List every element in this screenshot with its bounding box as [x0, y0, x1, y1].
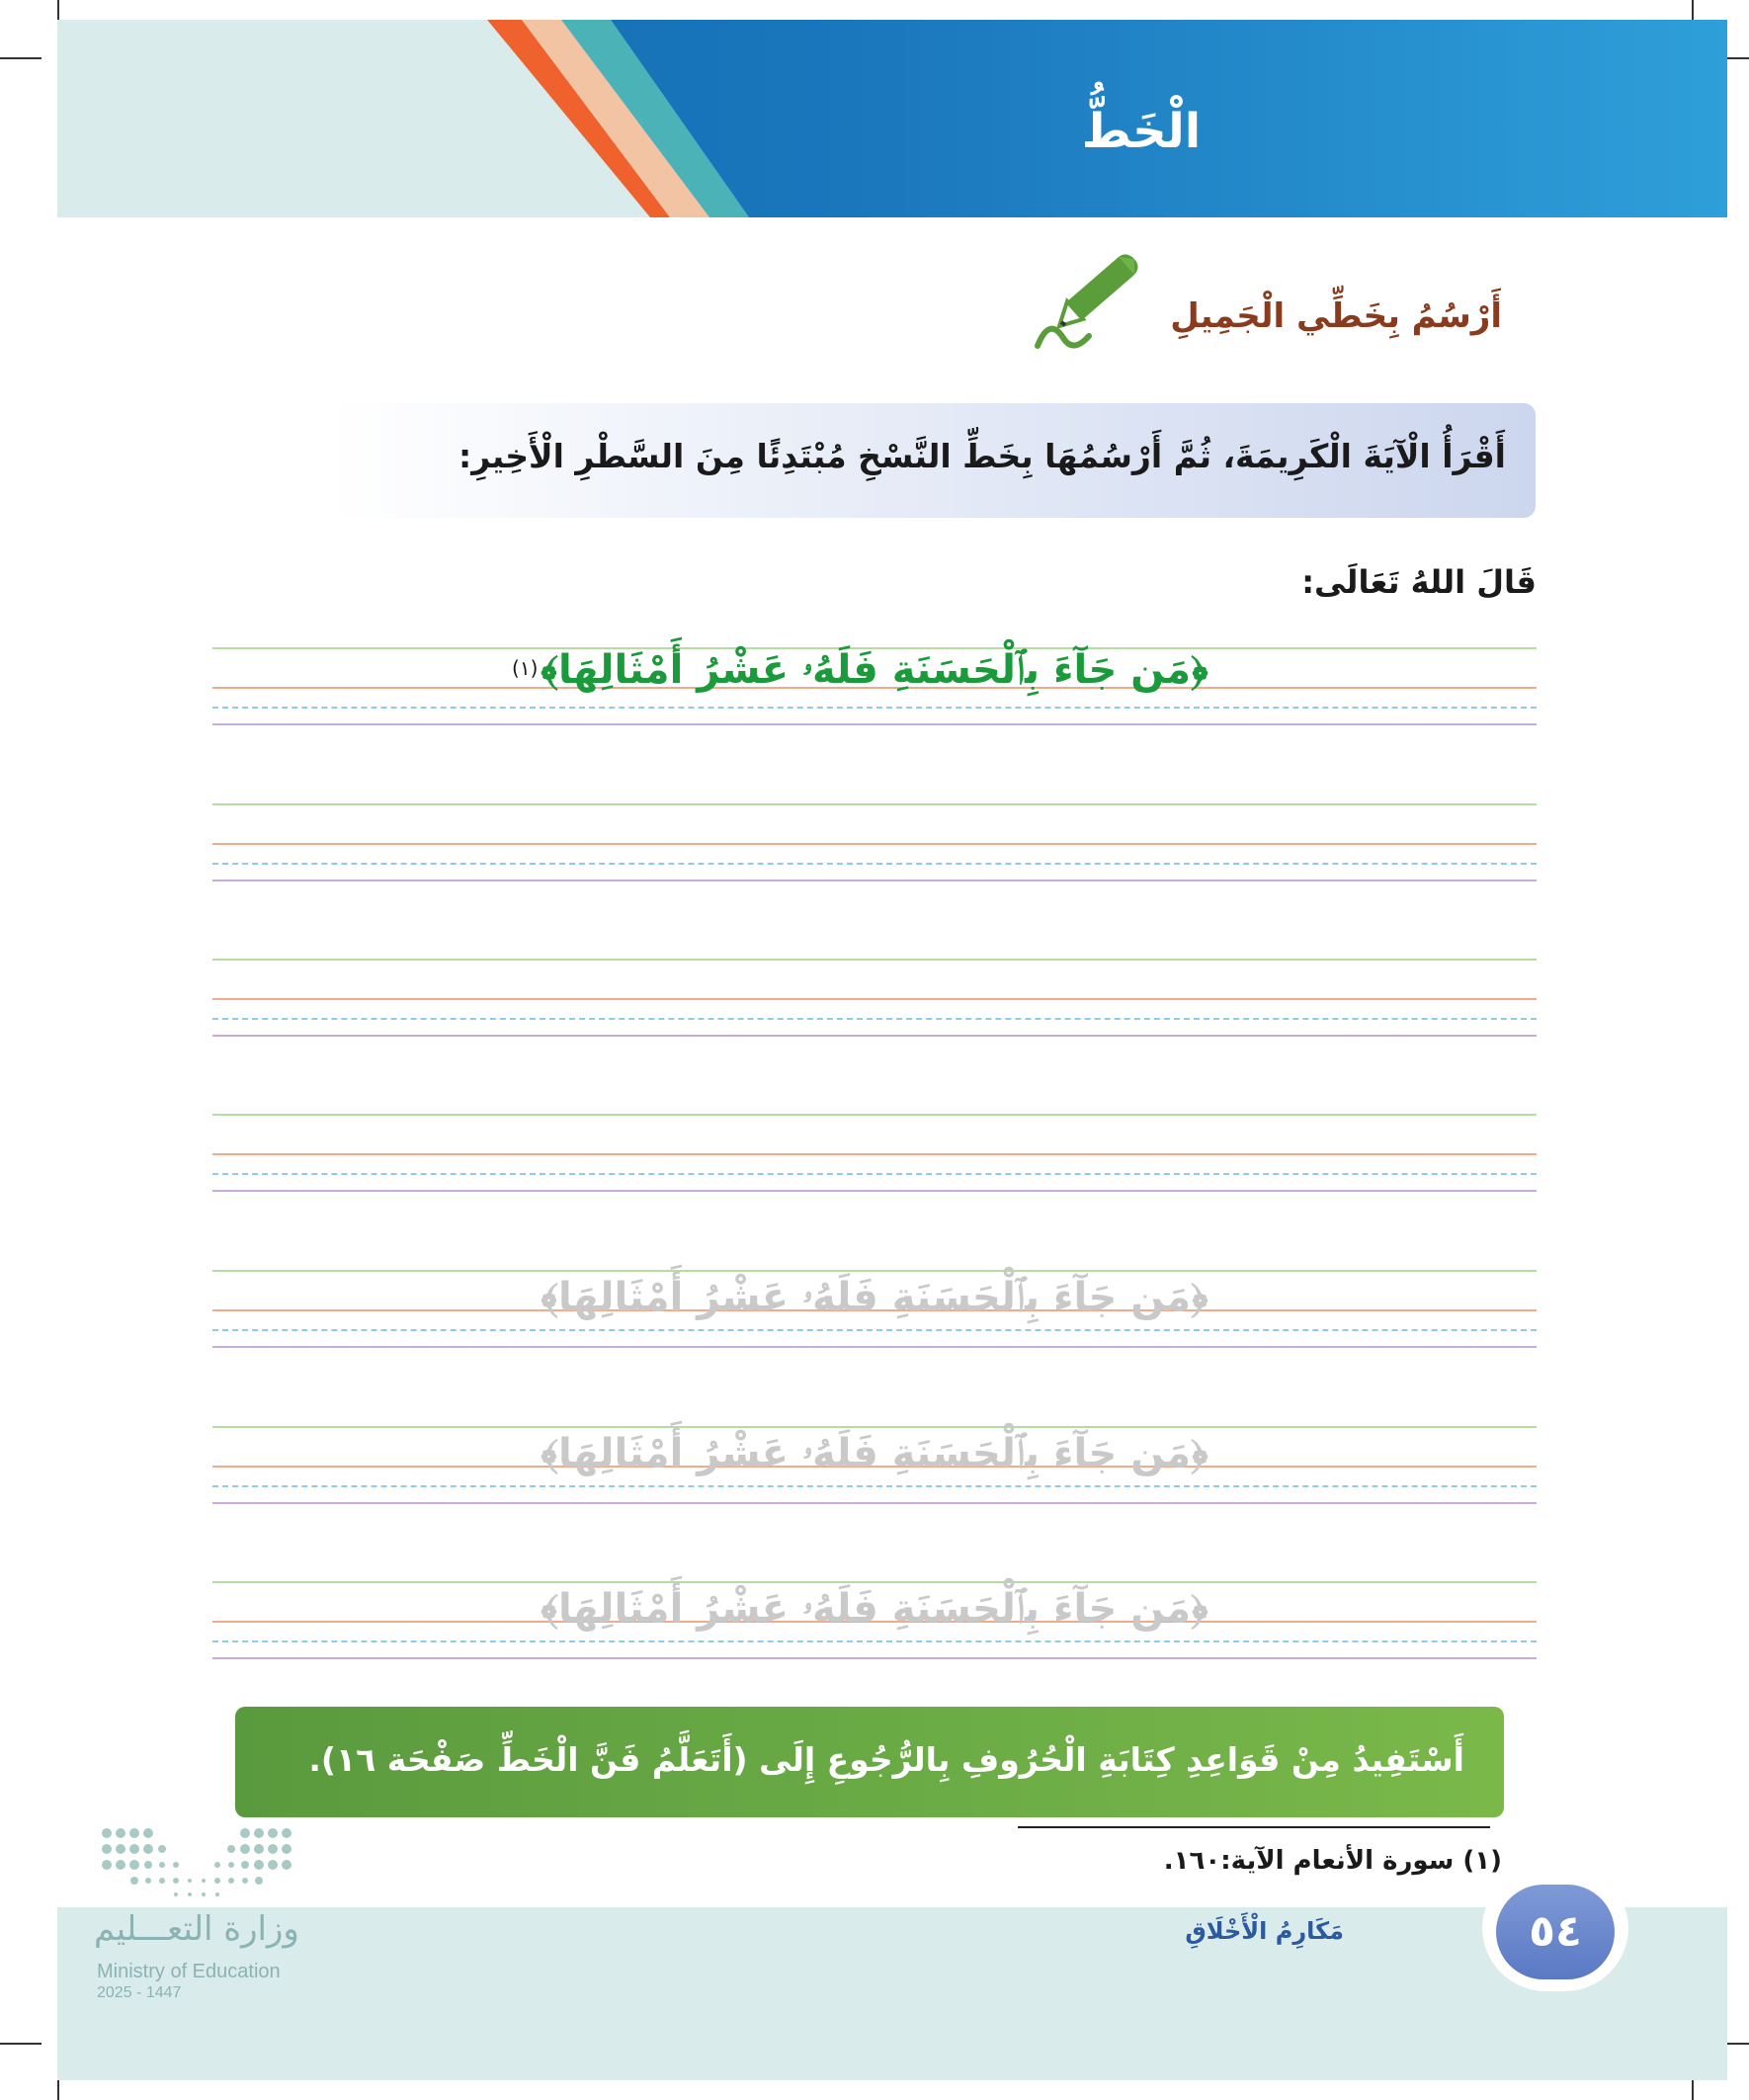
- instruction-box: [332, 403, 1536, 518]
- verse-intro: قَالَ اللهُ تَعَالَى:: [1301, 563, 1537, 601]
- tip-text: أَسْتَفِيدُ مِنْ قَوَاعِدِ كِتَابَةِ الْحُرُوفِ بِالرُّجُوعِ إِلَى (أَتَعَلَّمُ فَنَّ الْخَطِّ صَفْحَة ١٦).: [308, 1740, 1464, 1779]
- page-number: ٥٤: [1496, 1885, 1615, 1979]
- footnote-marker: (١): [512, 656, 539, 680]
- pen-icon: [1028, 247, 1146, 361]
- crop-mark: [0, 57, 42, 59]
- page-number-badge: [1482, 1873, 1628, 1991]
- verse-text: ﴿مَن جَآءَ بِٱلْحَسَنَةِ فَلَهُۥ عَشْرُ أَمْثَالِهَا﴾: [541, 647, 1208, 693]
- verse-trace-line: ﴿مَن جَآءَ بِٱلْحَسَنَةِ فَلَهُۥ عَشْرُ أَمْثَالِهَا﴾: [541, 1275, 1208, 1320]
- crop-mark: [0, 2043, 42, 2045]
- footnote-divider: [1018, 1826, 1490, 1828]
- verse-trace-line: ﴿مَن جَآءَ بِٱلْحَسَنَةِ فَلَهُۥ عَشْرُ أَمْثَالِهَا﴾: [541, 1586, 1208, 1632]
- header-banner: [57, 20, 1727, 217]
- ministry-name-arabic: وزارة التعـــليم: [94, 1909, 299, 1949]
- writing-line-4[interactable]: [212, 1114, 1537, 1193]
- book-title: مَكَارِمُ الْأَخْلَاقِ: [1185, 1917, 1344, 1945]
- ministry-name-english: Ministry of Education: [97, 1961, 281, 1982]
- section-heading: أَرْسُمُ بِخَطِّي الْجَمِيلِ: [1170, 296, 1502, 336]
- header-blue-band: [57, 20, 1727, 217]
- writing-line-2[interactable]: [212, 803, 1537, 882]
- page-title: الْخَطُّ: [1081, 104, 1202, 159]
- tip-bar: [235, 1707, 1504, 1817]
- ministry-year: 2025 - 1447: [97, 1984, 182, 2001]
- verse-trace-line: ﴿مَن جَآءَ بِٱلْحَسَنَةِ فَلَهُۥ عَشْرُ أَمْثَالِهَا﴾: [541, 1431, 1208, 1476]
- writing-line-3[interactable]: [212, 959, 1537, 1038]
- footnote-text: (١) سورة الأنعام الآية:١٦٠.: [1163, 1846, 1502, 1876]
- instruction-text: أَقْرَأُ الْآيَةَ الْكَرِيمَةَ، ثُمَّ أَرْسُمُهَا بِخَطِّ النَّسْخِ مُبْتَدِئًا مِنَ السَّطْرِ الْأَخِيرِ:: [458, 437, 1506, 475]
